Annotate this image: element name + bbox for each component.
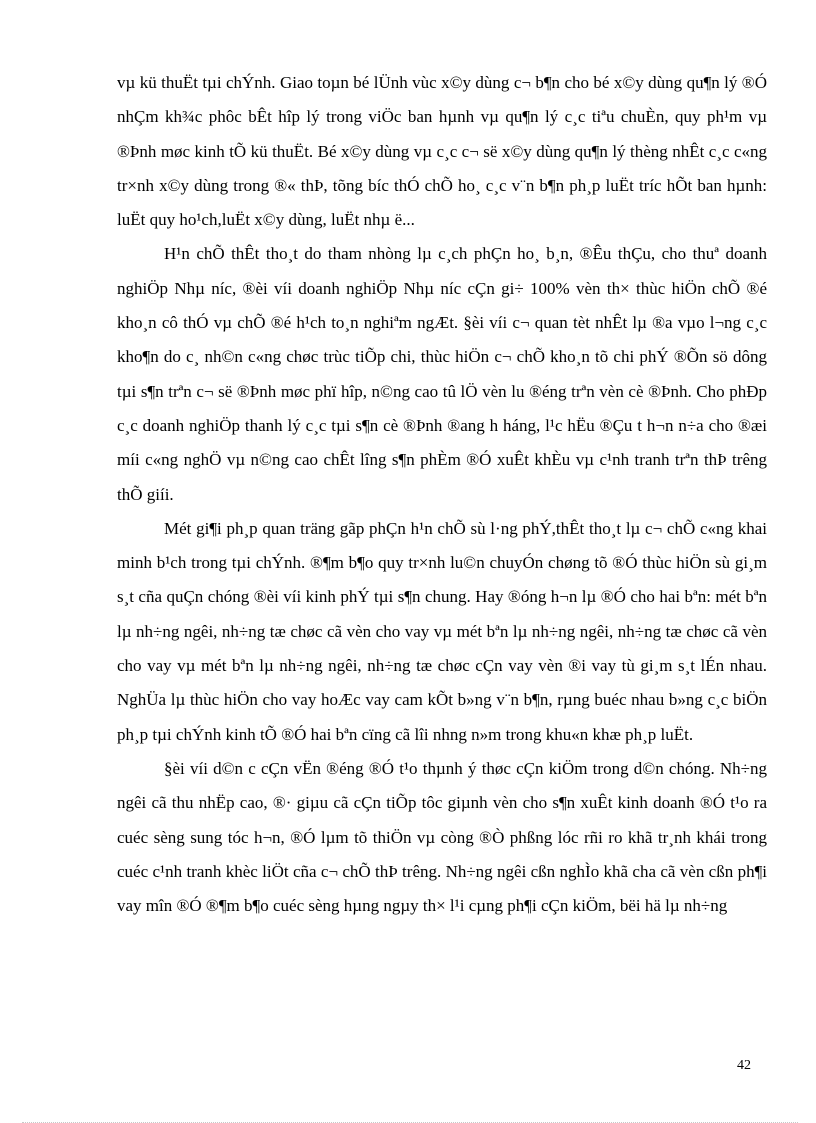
paragraph-1: vµ kü thuËt tµi chÝnh. Giao toµn bé lÜnh vùc x©y dùng c¬ b¶n cho bé x©y dùng qu¶n lý ®Ó nhÇm kh¾c phôc bÊt hîp lý trong viÖc ban hµnh vµ qu¶n lý c¸c tiªu chuÈn, quy ph¹m vµ ®Þnh møc kinh tÕ kü thuËt. Bé x©y dùng vµ c¸c c¬ së x©y dùng qu¶n lý thèng nhÊt c¸c c«ng tr×nh x©y dùng trong ®« thÞ, tõng bíc thÓ chÕ ho¸ c¸c v¨n b¶n ph¸p luËt tríc hÕt ban hµnh: luËt quy ho¹ch,luËt x©y dùng, luËt nhµ ë... [117,73,767,230]
paragraph-2: H¹n chÕ thÊt tho¸t do tham nhòng lµ c¸ch phÇn ho¸ b¸n, ®Êu thÇu, cho thuª doanh nghiÖp Nhµ níc, ®èi víi doanh nghiÖp Nhµ níc cÇn gi÷ 100% vèn th× thùc hiÖn chÕ ®é kho¸n cô thÓ vµ chÕ ®é h¹ch to¸n nghiªm ngÆt. §èi víi c¬ quan tèt nhÊt lµ ®a vµo l¬ng c¸c kho¶n do c¸ nh©n c«ng chøc trùc tiÕp chi, thùc hiÖn c¬ chÕ kho¸n tõ chi phÝ ®Õn sö dông tµi s¶n trªn c¬ së ®Þnh møc phï hîp, n©ng cao tû lÖ vèn lu ®éng trªn vèn cè ®Þnh. Cho phÐp c¸c doanh nghiÖp thanh lý c¸c tµi s¶n cè ®Þnh ®ang h háng, l¹c hËu ®Çu t h¬n n÷a cho ®æi míi c«ng nghÖ vµ n©ng cao chÊt lîng s¶n phÈm ®Ó xuÊt khÈu vµ c¹nh tranh trªn thÞ trêng thÕ giíi. [117,244,767,504]
body-text [117,66,767,923]
page-number: 42 [737,1058,751,1073]
paragraph-3: Mét gi¶i ph¸p quan träng gãp phÇn h¹n chÕ sù l·ng phÝ,thÊt tho¸t lµ c¬ chÕ c«ng khai minh b¹ch trong tµi chÝnh. ®¶m b¶o quy tr×nh lu©n chuyÓn chøng tõ ®Ó thùc hiÖn sù gi¸m s¸t cña quÇn chóng ®èi víi kinh phÝ tµi s¶n chung. Hay ®óng h¬n lµ ®Ó cho hai bªn: mét bªn lµ nh÷ng ngêi, nh÷ng tæ chøc cã vèn cho vay vµ mét bªn lµ nh÷ng ngêi, nh÷ng tæ chøc cã vèn cho vay vµ mét bªn lµ nh÷ng ngêi, nh÷ng tæ chøc cÇn vay vèn ®i vay tù gi¸m s¸t lÉn nhau. NghÜa lµ thùc hiÖn cho vay hoÆc vay cam kÕt b»ng v¨n b¶n, rµng buéc nhau b»ng c¸c biÖn ph¸p tµi chÝnh kinh tÕ ®Ó hai bªn cïng cã lîi nhng n»m trong khu«n khæ ph¸p luËt. [117,518,767,744]
paragraph-4: §èi víi d©n c cÇn vËn ®éng ®Ó t¹o thµnh ý thøc cÇn kiÖm trong d©n chóng. Nh÷ng ngêi cã thu nhËp cao, ®· giµu cã cÇn tiÕp tôc giµnh vèn cho s¶n xuÊt kinh doanh ®Ó t¹o ra cuéc sèng sung tóc h¬n, ®Ó lµm tõ thiÖn vµ còng ®Ò phßng lóc rñi ro khã tr¸nh khái trong cuéc c¹nh tranh khèc liÖt cña c¬ chÕ thÞ trêng. Nh÷ng ngêi cßn nghÌo khã cha cã vèn cßn ph¶i vay mîn ®Ó ®¶m b¶o cuéc sèng hµng ngµy th× l¹i cµng ph¶i cÇn kiÖm, bëi hä lµ nh÷ng [117,758,767,916]
